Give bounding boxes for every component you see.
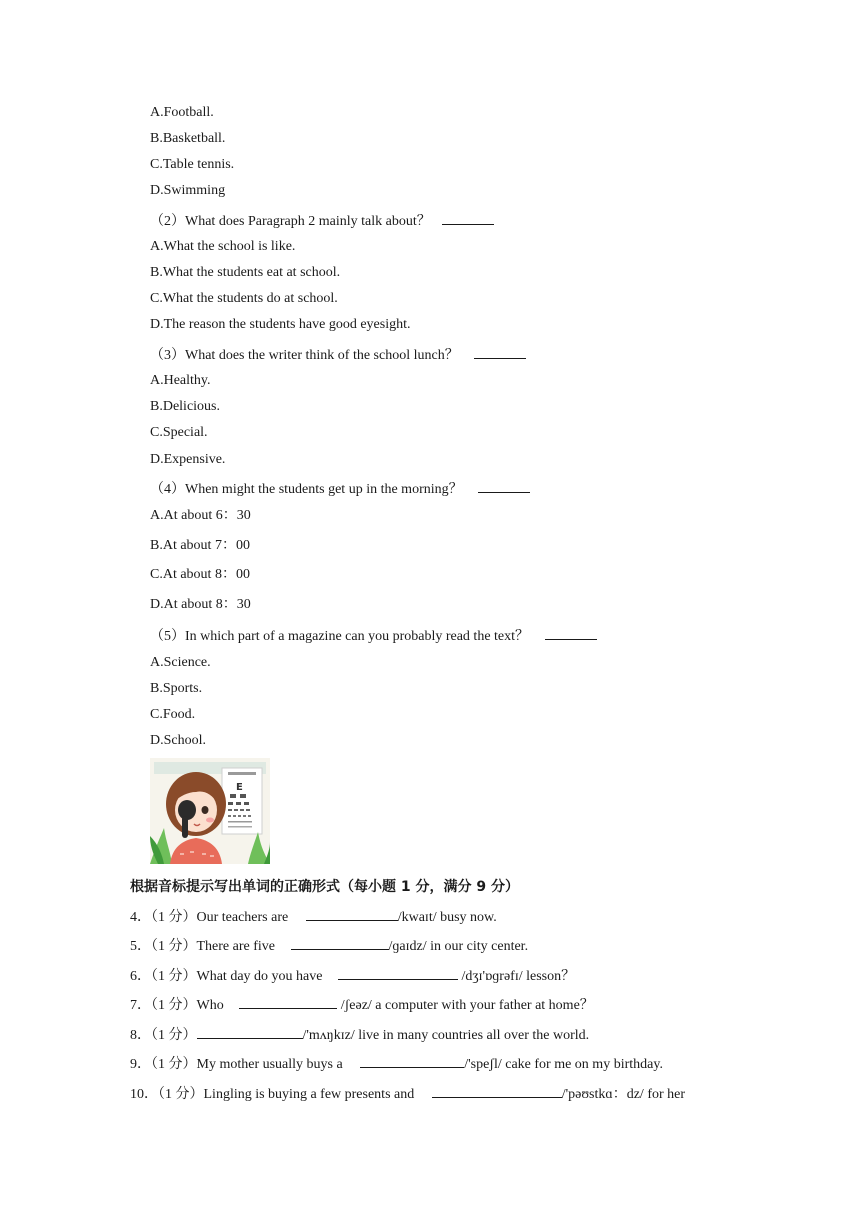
q5-option-b: B.Sports. bbox=[150, 681, 203, 696]
q1-option-b: B.Basketball. bbox=[150, 131, 226, 146]
q4-answer-blank[interactable] bbox=[478, 478, 530, 493]
q1-option-c: C.Table tennis. bbox=[150, 157, 235, 172]
q5-option-d: D.School. bbox=[150, 733, 206, 748]
q5-stem: （5）In which part of a magazine can you probably read the text？ bbox=[150, 625, 597, 646]
question-7: 7．（1 分）Who /ʃeəz/ a computer with your father at home？ bbox=[130, 994, 594, 1015]
q2-option-a: A.What the school is like. bbox=[150, 239, 296, 254]
question-5: 5．（1 分）There are five /ɡaɪdz/ in our city center. bbox=[130, 935, 528, 956]
q4-option-d: D.At about 8：30 bbox=[150, 597, 251, 612]
q2-answer-blank[interactable] bbox=[442, 210, 494, 225]
question-10: 10．（1 分）Lingling is buying a few presents and /'pəʊstkɑ：dz/ for her bbox=[130, 1083, 685, 1104]
q5-option-c: C.Food. bbox=[150, 707, 196, 722]
q5-answer-blank[interactable] bbox=[545, 625, 597, 640]
question-9: 9．（1 分）My mother usually buys a /'speʃl/ cake for me on my birthday. bbox=[130, 1053, 663, 1074]
q5-option-a: A.Science. bbox=[150, 655, 211, 670]
q3-answer-blank[interactable] bbox=[474, 344, 526, 359]
answer-blank[interactable] bbox=[291, 935, 389, 950]
q1-option-a: A.Football. bbox=[150, 105, 214, 120]
q2-option-b: B.What the students eat at school. bbox=[150, 265, 341, 280]
answer-blank[interactable] bbox=[338, 965, 458, 980]
answer-blank[interactable] bbox=[360, 1053, 464, 1068]
q3-stem: （3）What does the writer think of the school lunch？ bbox=[150, 344, 526, 365]
q2-option-d: D.The reason the students have good eyesight. bbox=[150, 317, 411, 332]
q4-option-b: B.At about 7：00 bbox=[150, 538, 250, 553]
answer-blank[interactable] bbox=[306, 906, 398, 921]
q3-option-c: C.Special. bbox=[150, 425, 208, 440]
q4-option-a: A.At about 6：30 bbox=[150, 508, 251, 523]
section-heading: 根据音标提示写出单词的正确形式（每小题 1 分，满分 9 分） bbox=[130, 879, 519, 895]
q3-option-a: A.Healthy. bbox=[150, 373, 211, 388]
q3-option-b: B.Delicious. bbox=[150, 399, 220, 414]
q2-option-c: C.What the students do at school. bbox=[150, 291, 338, 306]
question-4: 4．（1 分）Our teachers are /kwaɪt/ busy now. bbox=[130, 906, 497, 927]
answer-blank[interactable] bbox=[239, 994, 337, 1009]
answer-blank[interactable] bbox=[432, 1083, 562, 1098]
q2-stem: （2）What does Paragraph 2 mainly talk about？ bbox=[150, 210, 494, 231]
q4-option-c: C.At about 8：00 bbox=[150, 567, 250, 582]
q1-option-d: D.Swimming bbox=[150, 183, 226, 198]
q4-stem: （4）When might the students get up in the morning？ bbox=[150, 478, 530, 499]
q3-option-d: D.Expensive. bbox=[150, 452, 226, 467]
svg-text:E: E bbox=[236, 782, 243, 793]
eye-test-illustration bbox=[150, 758, 270, 864]
answer-blank[interactable] bbox=[197, 1024, 303, 1039]
question-6: 6．（1 分）What day do you have /dʒɪ'ɒɡrəfɪ/ lesson？ bbox=[130, 965, 575, 986]
question-8: 8．（1 分） /'mʌŋkɪz/ live in many countries all over the world. bbox=[130, 1024, 589, 1045]
